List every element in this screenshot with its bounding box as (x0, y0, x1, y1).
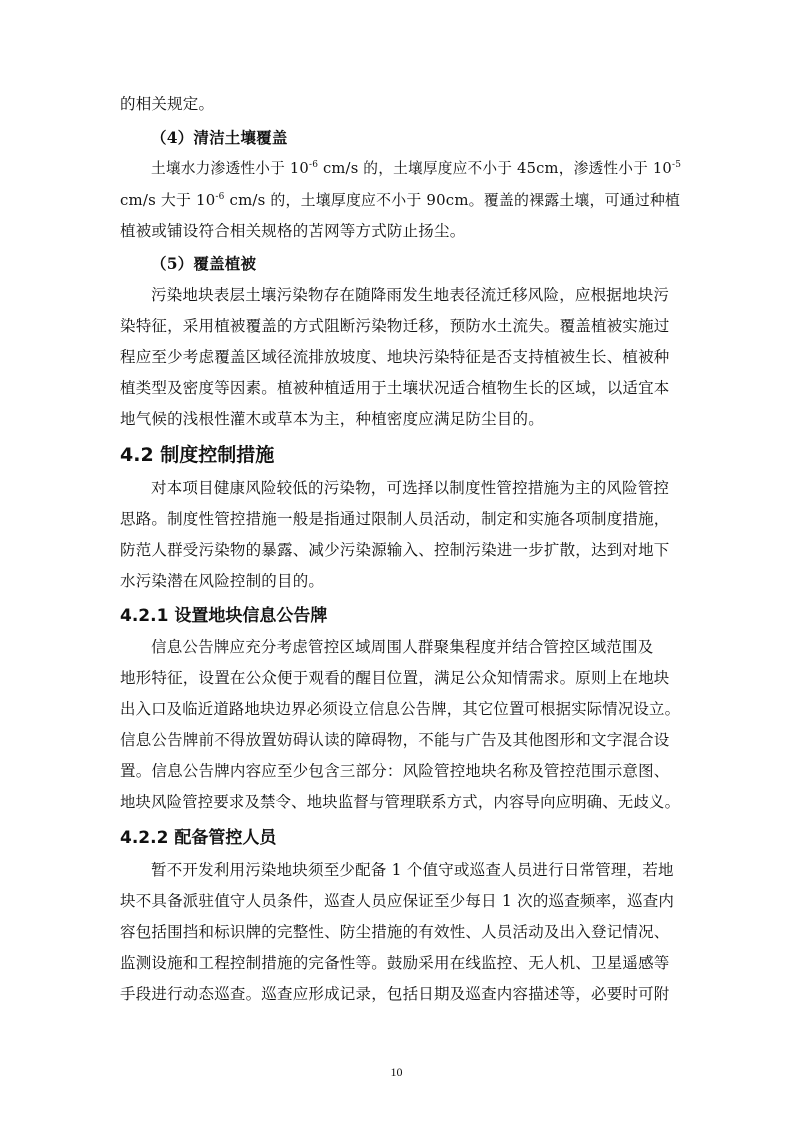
paragraph-line: 出入口及临近道路地块边界必须设立信息公告牌，其它位置可根据实际情况设立。 (120, 700, 681, 718)
paragraph-line: 污染地块表层土壤污染物存在随降雨发生地表径流迁移风险，应根据地块污 (151, 286, 670, 304)
text-fragment: cm/s 的，土壤厚度应不小于 45cm，渗透性小于 10 (318, 160, 672, 177)
section-heading-4-2-2: 4.2.2 配备管控人员 (120, 828, 277, 848)
paragraph-line: 监测设施和工程控制措施的完备性等。鼓励采用在线监控、无人机、卫星遥感等 (120, 954, 670, 972)
section-heading-4-2-1: 4.2.1 设置地块信息公告牌 (120, 606, 328, 626)
paragraph-line: 块不具备派驻值守人员条件，巡查人员应保证至少每日 1 次的巡查频率，巡查内 (120, 892, 675, 910)
page-number: 10 (390, 1065, 403, 1079)
subheading-vegetation-cover: （5）覆盖植被 (151, 254, 257, 273)
paragraph-line: 水污染潜在风险控制的目的。 (120, 572, 325, 590)
paragraph-line: 地块风险管控要求及禁令、地块监督与管理联系方式，内容导向应明确、无歧义。 (120, 793, 681, 811)
subheading-clean-soil-cover: （4）清洁土壤覆盖 (151, 128, 288, 147)
paragraph-line (120, 190, 680, 210)
paragraph-line: 地形特征，设置在公众便于观看的醒目位置，满足公众知情需求。原则上在地块 (120, 669, 670, 687)
paragraph-line: 信息公告牌应充分考虑管控区域周围人群聚集程度并结合管控区域范围及 (151, 638, 654, 656)
paragraph-line: 的相关规定。 (120, 95, 215, 113)
section-heading-4-2: 4.2 制度控制措施 (120, 444, 275, 466)
superscript: -6 (215, 192, 225, 202)
superscript: -5 (671, 160, 682, 170)
paragraph-line: 植被或铺设符合相关规格的苫网等方式防止扬尘。 (120, 222, 466, 240)
paragraph-line: 置。信息公告牌内容应至少包含三部分：风险管控地块名称及管控范围示意图、 (120, 762, 670, 780)
paragraph-line: 染特征，采用植被覆盖的方式阻断污染物迁移，预防水土流失。覆盖植被实施过 (120, 317, 670, 335)
paragraph-line: 容包括围挡和标识牌的完整性、防尘措施的有效性、人员活动及出入登记情况、 (120, 923, 670, 941)
paragraph-line: 地气候的浅根性灌木或草本为主，种植密度应满足防尘目的。 (120, 410, 544, 428)
text-fragment: cm/s 大于 10 (120, 191, 216, 209)
paragraph-line: 对本项目健康风险较低的污染物，可选择以制度性管控措施为主的风险管控 (151, 479, 670, 497)
paragraph-line: 防范人群受污染物的暴露、减少污染源输入、控制污染进一步扩散，达到对地下 (120, 541, 670, 559)
paragraph-line: 植类型及密度等因素。植被种植适用于土壤状况适合植物生长的区域，以适宜本 (120, 379, 670, 397)
paragraph-line: 信息公告牌前不得放置妨碍认读的障碍物，不能与广告及其他图形和文字混合设 (120, 731, 670, 749)
text-fragment: 土壤水力渗透性小于 10 (151, 160, 309, 177)
text-fragment: cm/s 的，土壤厚度应不小于 90cm。覆盖的裸露土壤，可通过种植 (224, 191, 681, 209)
superscript: -6 (308, 160, 319, 170)
paragraph-line: 暂不开发利用污染地块须至少配备 1 个值守或巡查人员进行日常管理，若地 (151, 861, 674, 879)
paragraph-line: 程应至少考虑覆盖区域径流排放坡度、地块污染特征是否支持植被生长、植被种 (120, 348, 670, 366)
paragraph-line (151, 159, 681, 179)
paragraph-line: 手段进行动态巡查。巡查应形成记录，包括日期及巡查内容描述等，必要时可附 (120, 985, 670, 1003)
paragraph-line: 思路。制度性管控措施一般是指通过限制人员活动，制定和实施各项制度措施， (120, 510, 670, 528)
